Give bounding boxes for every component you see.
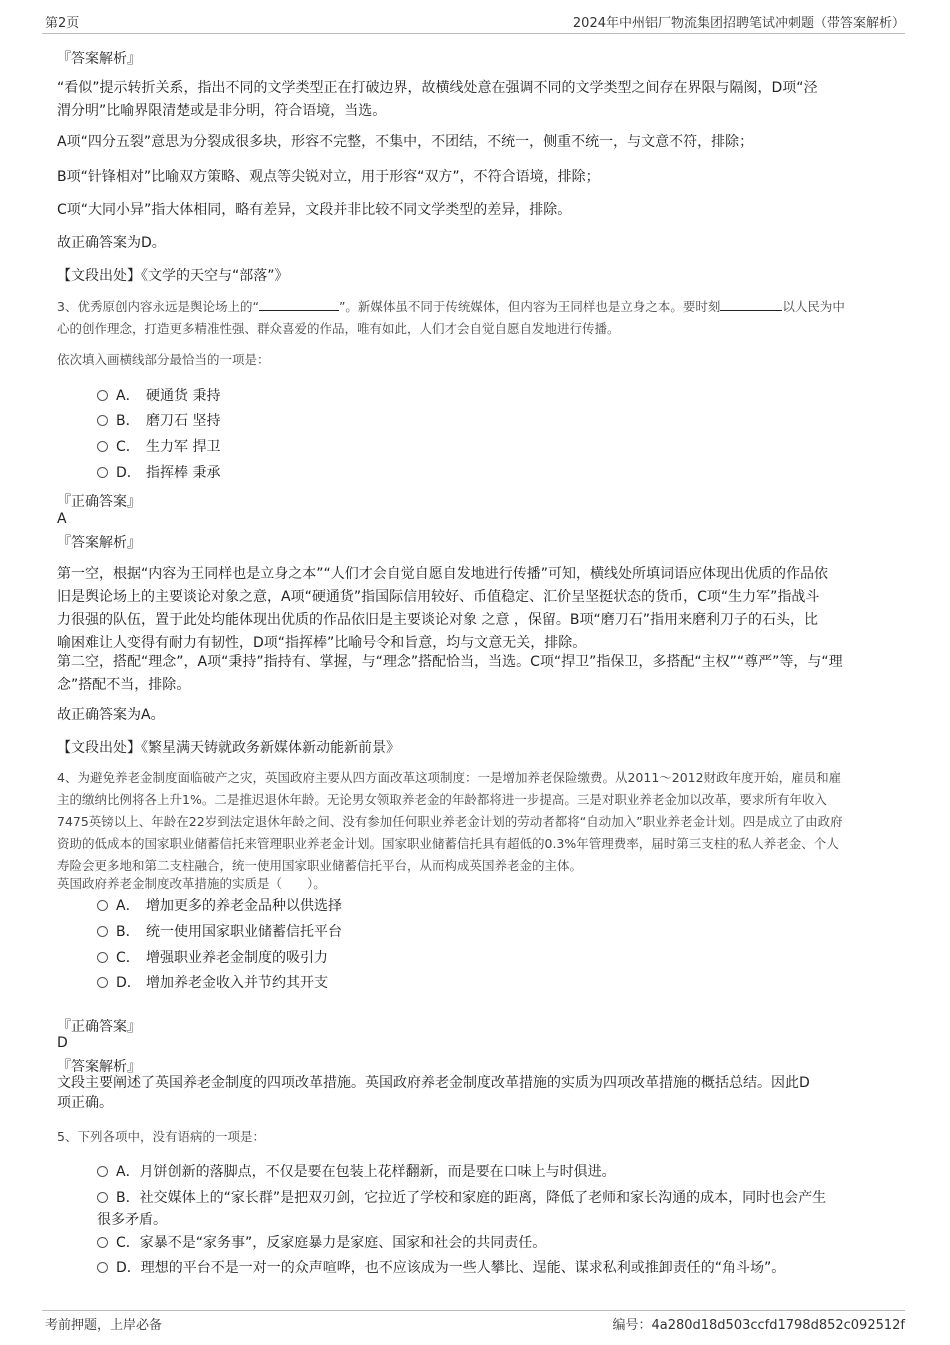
radio-icon[interactable]: [97, 977, 108, 988]
q2-conclusion: 故正确答案为D。: [57, 235, 166, 251]
header-divider: [42, 33, 905, 34]
radio-icon[interactable]: [97, 1192, 108, 1203]
q3-answer: A: [57, 511, 67, 527]
q3-conclusion: 故正确答案为A。: [57, 707, 165, 723]
footer-divider: [42, 1310, 905, 1311]
radio-icon[interactable]: [97, 952, 108, 963]
q3-option-b[interactable]: B． 磨刀石 坚持: [97, 410, 220, 432]
radio-icon[interactable]: [97, 441, 108, 452]
q5-option-d[interactable]: D．理想的平台不是一对一的众声喧哗，也不应该成为一些人攀比、逞能、谋求私利或推卸责任的“角斗场”。: [97, 1257, 785, 1279]
q4-option-a[interactable]: A． 增加更多的养老金品种以供选择: [97, 895, 342, 917]
q4-prompt: 英国政府养老金制度改革措施的实质是（ ）。: [57, 876, 326, 891]
q5-option-b[interactable]: B．社交媒体上的“家长群”是把双刃剑，它拉近了学校和家庭的距离，降低了老师和家长沟通的成本，同时也会产生: [97, 1187, 826, 1209]
q4-answer: D: [57, 1035, 68, 1051]
q3-prompt: 依次填入画横线部分最恰当的一项是：: [57, 352, 270, 367]
q4-option-b[interactable]: B． 统一使用国家职业储蓄信托平台: [97, 921, 342, 943]
q2-analysis-option-c: C项“大同小异”指大体相同，略有差异，文段并非比较不同文学类型的差异，排除。: [57, 202, 572, 218]
footer-slogan: 考前押题，上岸必备: [45, 1318, 163, 1333]
radio-icon[interactable]: [97, 1237, 108, 1248]
q3-analysis-para1: 第一空，根据“内容为王同样也是立身之本”“人们才会自觉自愿自发地进行传播”可知，横线处所填词语应体现出优质的作品依 旧是舆论场上的主要谈论对象之意，A项“硬通货”指国际信用较好、币值稳定、汇价呈坚挺状态的货币，C项“生力军”指战斗 力很强的队伍，置于此处均能体现出优质的作品依旧是主要谈论对象 之意 ，保留。B项“磨刀石”指用来磨利刀子的石头，比 喻困难让人变得有耐力有韧性，D项“指挥棒”比喻号令和旨意，均与文意无关，排除。: [57, 566, 829, 651]
q5-option-b-continued: 很多矛盾。: [97, 1212, 167, 1228]
q4-analysis-label: 『答案解析』: [57, 1059, 141, 1075]
q4-analysis: 文段主要阐述了英国养老金制度的四项改革措施。英国政府养老金制度改革措施的实质为四项改革措施的概括总结。因此D 项正确。: [57, 1075, 810, 1111]
q5-option-a[interactable]: A．月饼创新的落脚点，不仅是要在包装上花样翻新，而是要在口味上与时俱进。: [97, 1161, 616, 1183]
q3-option-c[interactable]: C． 生力军 捍卫: [97, 436, 220, 458]
radio-icon[interactable]: [97, 1262, 108, 1273]
radio-icon[interactable]: [97, 415, 108, 426]
document-code-label: 编号：: [612, 1318, 652, 1333]
q3-blank-2: [720, 296, 782, 311]
q3-blank-1: [259, 296, 339, 311]
radio-icon[interactable]: [97, 900, 108, 911]
q3-answer-label: 『正确答案』: [57, 494, 141, 510]
q4-option-d[interactable]: D． 增加养老金收入并节约其开支: [97, 972, 328, 994]
q2-analysis-option-a: A项“四分五裂”意思为分裂成很多块，形容不完整，不集中，不团结，不统一，侧重不统一，与文意不符，排除；: [57, 134, 754, 150]
q3-analysis-label: 『答案解析』: [57, 535, 141, 551]
q5-stem: 5、下列各项中，没有语病的一项是：: [57, 1129, 265, 1144]
q5-option-c[interactable]: C．家暴不是“家务事”，反家庭暴力是家庭、国家和社会的共同责任。: [97, 1232, 546, 1254]
q3-source: 【文段出处】《繁星满天铸就政务新媒体新动能新前景》: [57, 740, 400, 756]
q4-stem: 4、为避免养老金制度面临破产之灾，英国政府主要从四方面改革这项制度：一是增加养老保险缴费。从2011～2012财政年度开始，雇员和雇 主的缴纳比例将各上升1%。二是推迟退休年龄。无论男女领取养老金的年龄都将进一步提高。三是对职业养老金加以改革，要求所有年收入 7475英镑以上、年龄在22岁到法定退休年龄之间、没有参加任何职业养老金计划的劳动者都将“自动加入”职业养老金计划。四是成立了由政府 资助的低成本的国家职业储蓄信托来管理职业养老金计划。国家职业储蓄信托具有超低的0.3%年管理费率，届时第三支柱的私人养老金、个人 寿险会更多地和第二支柱融合，统一使用国家职业储蓄信托平台，从而构成英国养老金的主体。: [57, 770, 843, 873]
radio-icon[interactable]: [97, 467, 108, 478]
q3-stem: 3、优秀原创内容永远是舆论场上的“ ”。新媒体虽不同于传统媒体，但内容为王同样也是立身之本。要时刻 以人民为中 心的创作理念，打造更多精准性强、群众喜爱的作品，唯有如此，人们才会自觉自愿自发地进行传播。: [57, 296, 907, 340]
document-title: 2024年中州铝厂物流集团招聘笔试冲刺题（带答案解析）: [572, 16, 905, 31]
radio-icon[interactable]: [97, 390, 108, 401]
q3-option-d[interactable]: D． 指挥棒 秉承: [97, 462, 220, 484]
q2-analysis-label: 『答案解析』: [57, 51, 141, 67]
radio-icon[interactable]: [97, 926, 108, 937]
page-number: 第2页: [45, 16, 80, 31]
document-code-value: 4a280d18d503ccfd1798d852c092512f: [651, 1318, 905, 1333]
q2-source: 【文段出处】《文学的天空与“部落”》: [57, 268, 289, 284]
document-code: [612, 1314, 905, 1333]
radio-icon[interactable]: [97, 1166, 108, 1177]
q2-analysis-para1: “看似”提示转折关系，指出不同的文学类型正在打破边界，故横线处意在强调不同的文学类型之间存在界限与隔阂，D项“泾 渭分明”比喻界限清楚或是非分明，符合语境，当选。: [57, 80, 818, 119]
q4-option-c[interactable]: C． 增强职业养老金制度的吸引力: [97, 947, 328, 969]
q3-option-a[interactable]: A． 硬通货 秉持: [97, 385, 220, 407]
q2-analysis-option-b: B项“针锋相对”比喻双方策略、观点等尖锐对立，用于形容“双方”，不符合语境，排除；: [57, 169, 600, 185]
q3-analysis-para2: 第二空，搭配“理念”，A项“秉持”指持有、掌握，与“理念”搭配恰当，当选。C项“捍卫”指保卫，多搭配“主权”“尊严”等，与“理 念”搭配不当，排除。: [57, 654, 843, 693]
q4-answer-label: 『正确答案』: [57, 1019, 141, 1035]
